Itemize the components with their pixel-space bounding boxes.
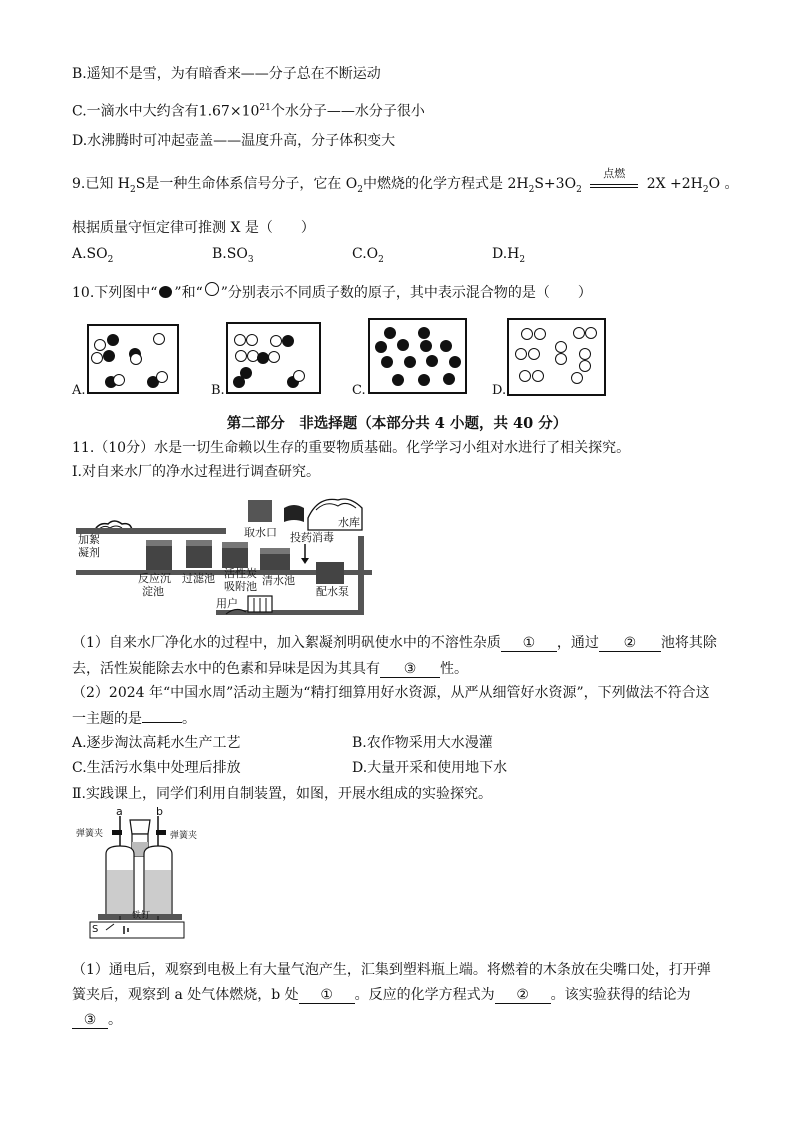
box-label-a: A. xyxy=(72,383,86,398)
q9-option-b[interactable]: $B.SO_3$ xyxy=(212,246,254,265)
q11-option-d[interactable]: D.大量开采和使用地下水 xyxy=(352,760,508,776)
label-clip-left: 弹簧夹 xyxy=(76,829,104,839)
water-plant-diagram xyxy=(76,488,372,618)
label-clip-right: 弹簧夹 xyxy=(170,831,198,841)
q11-sub2-line1: （2）2024 年“中国水周”活动主题为“精打细算用好水资源，从严从细管好水资源”，下列做法不符合这 xyxy=(72,685,710,701)
white-atom-icon xyxy=(205,282,219,296)
label-a: a xyxy=(116,805,123,818)
particle-box-c xyxy=(368,318,467,394)
q10-stem: 10.下列图中“ ”和“ ”分别表示不同质子数的原子，其中表示混合物的是（ ） xyxy=(72,282,592,303)
black-atom-icon xyxy=(159,286,172,298)
q9-option-c[interactable]: $C.O_2$ xyxy=(352,246,384,265)
label-flocculant-1: 加絮 xyxy=(78,533,100,546)
blank-2[interactable]: ② xyxy=(599,635,661,652)
box-label-d: D. xyxy=(492,383,507,398)
p2-blank-1[interactable]: ① xyxy=(299,987,355,1004)
q11-option-b[interactable]: B.农作物采用大水漫灌 xyxy=(352,735,493,751)
label-filter: 过滤池 xyxy=(182,572,215,585)
q8-option-c: C.一滴水中大约含有$1.67\times 10^{21}$个水分子——水分子很小 xyxy=(72,103,425,120)
box-label-b: B. xyxy=(211,383,225,398)
particle-box-b xyxy=(226,322,321,394)
label-switch: S xyxy=(92,924,99,935)
q11-sub2-line2: 一主题的是 。 xyxy=(72,711,196,727)
q11-stem: 11.（10分）水是一切生命赖以生存的重要物质基础。化学学习小组对水进行了相关探究。 xyxy=(72,440,631,456)
label-reservoir: 水库 xyxy=(338,516,360,529)
q11-option-c[interactable]: C.生活污水集中处理后排放 xyxy=(72,760,241,776)
label-carbon-1: 活性炭 xyxy=(224,567,257,580)
q11-option-a[interactable]: A.逐步淘汰高耗水生产工艺 xyxy=(72,735,241,751)
particle-box-d xyxy=(507,318,606,396)
q11-sub1-line1: （1）自来水厂净化水的过程中，加入絮凝剂明矾使水中的不溶性杂质 ① ，通过 ② 池将其除 xyxy=(72,635,717,651)
label-pump: 配水泵 xyxy=(316,585,349,598)
particle-box-a xyxy=(87,324,179,394)
blank-choice[interactable] xyxy=(142,722,182,723)
q9-stem-2: 根据质量守恒定律可推测 X 是（ ） xyxy=(72,220,315,236)
q11-part2-heading: Ⅱ.实践课上，同学们利用自制装置，如图，开展水组成的实验探究。 xyxy=(72,786,492,802)
label-disinfect: 投药消毒 xyxy=(290,531,334,544)
q9-option-a[interactable]: $A.SO_2$ xyxy=(72,246,114,265)
blank-1[interactable]: ① xyxy=(501,635,557,652)
q9-stem: 9.已知 $H_2S$是一种生命体系信号分子，它在 $O_2$中燃烧的化学方程式是 $2H_2S+3O_2$ 点燃 $2X +2H_2O$ 。 xyxy=(72,167,739,195)
p2-blank-2[interactable]: ② xyxy=(495,987,551,1004)
reaction-arrow: 点燃 xyxy=(590,178,638,188)
label-nail: 铁钉 xyxy=(132,911,151,921)
label-user: 用户 xyxy=(216,597,238,610)
box-label-c: C. xyxy=(352,383,366,398)
p2-blank-3[interactable]: ③ xyxy=(72,1012,108,1029)
q8-option-d: D.水沸腾时可冲起壶盖——温度升高，分子体积变大 xyxy=(72,133,396,149)
label-clear: 清水池 xyxy=(262,574,295,587)
q8-option-b: B.遥知不是雪，为有暗香来——分子总在不断运动 xyxy=(72,66,381,82)
label-flocculant-2: 凝剂 xyxy=(78,546,100,559)
electrolysis-diagram xyxy=(76,805,216,942)
label-b: b xyxy=(156,805,163,818)
label-intake: 取水口 xyxy=(244,526,277,539)
section-2-header: 第二部分 非选择题（本部分共 4 小题，共 40 分） xyxy=(226,415,568,432)
label-sediment-1: 反应沉 xyxy=(138,572,171,585)
label-sediment-2: 淀池 xyxy=(142,585,164,598)
q11-p2-line1: （1）通电后，观察到电极上有大量气泡产生，汇集到塑料瓶上端。将燃着的木条放在尖嘴口处，打开弹 xyxy=(72,962,711,978)
q11-sub1-line2: 去，活性炭能除去水中的色素和异味是因为其具有 ③ 性。 xyxy=(72,661,468,677)
q11-p2-line2: 簧夹后，观察到 a 处气体燃烧，b 处 ① 。反应的化学方程式为 ② 。该实验获得的结论为 xyxy=(72,987,691,1003)
blank-3[interactable]: ③ xyxy=(380,661,440,678)
q11-part1-heading: Ⅰ.对自来水厂的净水过程进行调查研究。 xyxy=(72,464,320,480)
q11-p2-line3: ③ 。 xyxy=(72,1010,122,1030)
label-carbon-2: 吸附池 xyxy=(224,580,257,593)
q9-option-d[interactable]: $D.H_2$ xyxy=(492,246,526,265)
